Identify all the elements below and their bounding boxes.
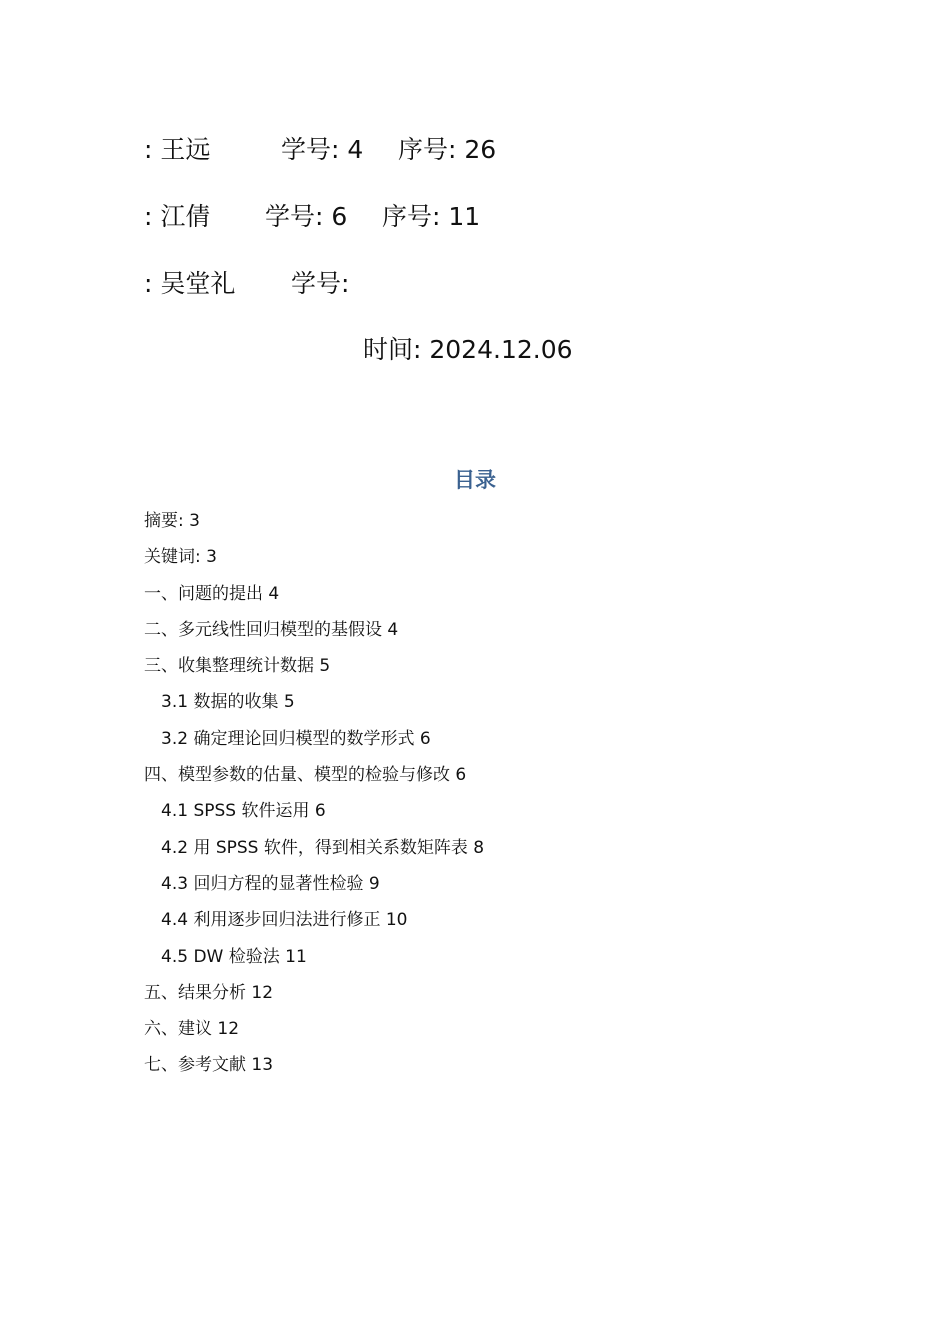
toc-item-section-4[interactable]: 四、模型参数的估量、模型的检验与修改 6 [144, 765, 467, 786]
member-student-no: 学号: [291, 269, 350, 298]
toc-item-section-7[interactable]: 七、参考文献 13 [144, 1055, 274, 1076]
toc-item-section-3-2[interactable]: 3.2 确定理论回归模型的数学形式 6 [161, 728, 431, 749]
toc-item-keywords[interactable]: 关键词: 3 [144, 547, 217, 568]
toc-title: 目录 [454, 468, 496, 492]
toc-item-section-5[interactable]: 五、结果分析 12 [144, 982, 274, 1003]
member-seq: 序号: 26 [398, 135, 497, 164]
toc-item-section-4-4[interactable]: 4.4 利用逐步回归法进行修正 10 [161, 910, 408, 931]
toc-item-abstract[interactable]: 摘要: 3 [144, 511, 200, 531]
toc-item-section-1[interactable]: 一、问题的提出 4 [144, 583, 280, 604]
toc-item-section-3-1[interactable]: 3.1 数据的收集 5 [161, 692, 295, 713]
member-name: : 王远 [144, 135, 211, 164]
table-of-contents [144, 507, 484, 1088]
toc-item-section-4-3[interactable]: 4.3 回归方程的显著性检验 9 [161, 873, 380, 894]
toc-item-section-4-5[interactable]: 4.5 DW 检验法 11 [161, 946, 307, 967]
toc-item-section-2[interactable]: 二、多元线性回归模型的基假设 4 [144, 619, 399, 640]
member-name: : 吴堂礼 [144, 269, 236, 298]
toc-item-section-6[interactable]: 六、建议 12 [144, 1019, 240, 1040]
member-seq: 序号: 11 [382, 202, 481, 231]
member-student-no: 学号: 4 [281, 135, 364, 164]
date-line: 时间: 2024.12.06 [363, 335, 573, 364]
toc-item-section-4-1[interactable]: 4.1 SPSS 软件运用 6 [161, 801, 326, 822]
member-name: : 江倩 [144, 202, 211, 231]
toc-item-section-4-2[interactable]: 4.2 用 SPSS 软件，得到相关系数矩阵表 8 [161, 837, 485, 858]
toc-item-section-3[interactable]: 三、收集整理统计数据 5 [144, 656, 331, 677]
member-student-no: 学号: 6 [265, 202, 348, 231]
